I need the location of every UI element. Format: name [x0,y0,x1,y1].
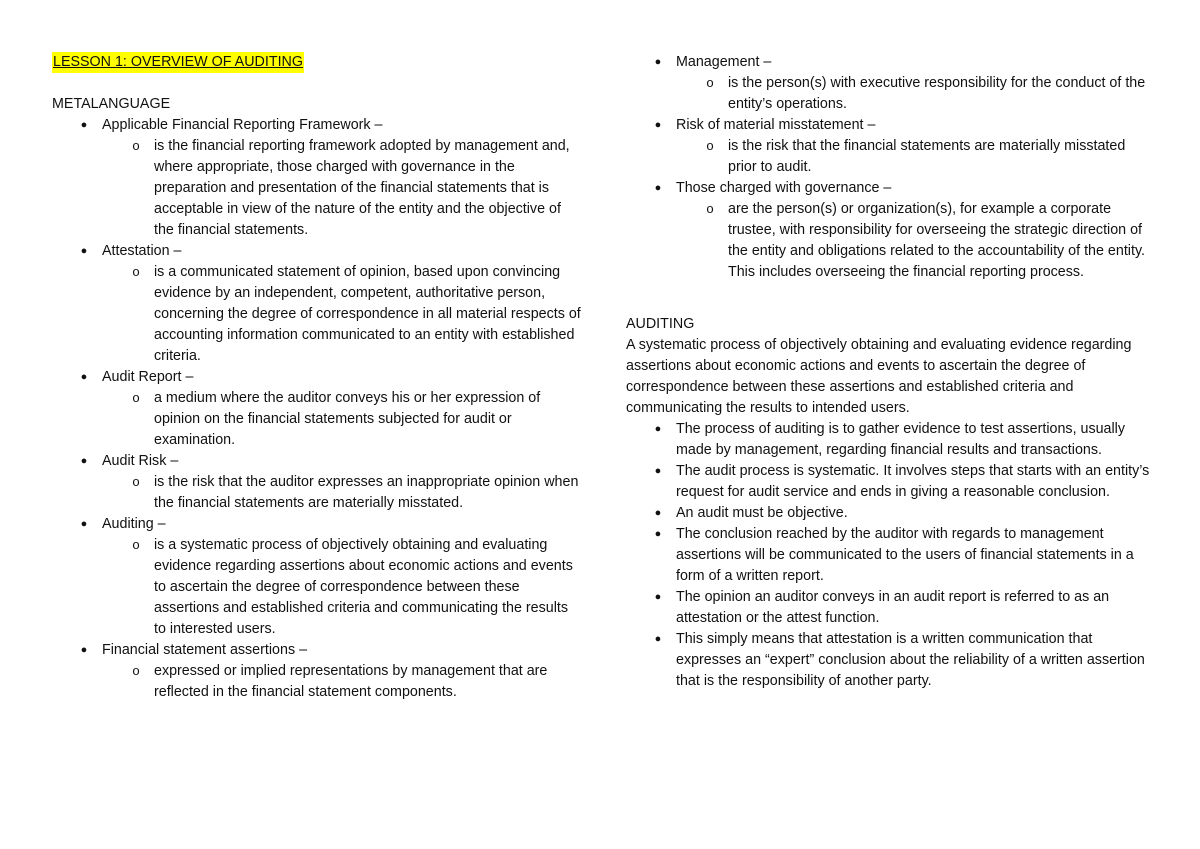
definition-text: is the risk that the financial statements are materially misstated prior to audit. [728,138,1126,175]
term-title: Audit Report – [102,369,194,385]
definition-item [102,136,582,241]
sub-bullet-icon: o [706,76,714,91]
definition-item [102,535,582,640]
sub-bullet-icon: o [132,391,140,406]
definition-item [102,661,582,703]
definition-item [102,472,582,514]
sub-bullet-icon: o [132,475,140,490]
definition-text: a medium where the auditor conveys his or her expression of opinion on the financial statements subjected for audit or examination. [154,390,541,448]
definition-list [102,136,582,241]
definition-list [676,199,1156,283]
definition-list [102,661,582,703]
right-column [626,52,1156,692]
auditing-point [626,629,1156,692]
auditing-points [626,419,1156,692]
auditing-heading: AUDITING [626,316,695,332]
term-item [52,241,582,367]
point-text: An audit must be objective. [676,505,848,521]
term-item [52,514,582,640]
term-item [626,115,1156,178]
bullet-icon: ● [654,633,662,645]
definition-item [676,136,1156,178]
sub-bullet-icon: o [132,538,140,553]
sub-bullet-icon: o [706,139,714,154]
lesson-title: LESSON 1: OVERVIEW OF AUDITING [52,52,304,73]
term-title: Management – [676,54,772,70]
bullet-icon: ● [80,644,88,656]
definition-text: is the financial reporting framework adopted by management and, where appropriate, those charged with governance in the preparation and presentation of the financial statements that is acceptable in view of the nature of the entity and the objective of the financial statements. [154,138,570,238]
metalanguage-heading: METALANGUAGE [52,96,171,112]
definition-list [676,73,1156,115]
definition-item [676,199,1156,283]
bullet-icon: ● [80,455,88,467]
auditing-point [626,587,1156,629]
point-text: The opinion an auditor conveys in an audit report is referred to as an attestation or the attest function. [676,589,1110,626]
auditing-point [626,503,1156,524]
bullet-icon: ● [654,591,662,603]
term-item [626,52,1156,115]
term-title: Audit Risk – [102,453,179,469]
definition-list [102,388,582,451]
point-text: The process of auditing is to gather evidence to test assertions, usually made by management, regarding financial results and transactions. [676,421,1126,458]
bullet-icon: ● [654,507,662,519]
term-title: Auditing – [102,516,166,532]
definition-list [102,262,582,367]
bullet-icon: ● [654,119,662,131]
definition-item [676,73,1156,115]
term-item [52,115,582,241]
sub-bullet-icon: o [132,139,140,154]
auditing-paragraph: A systematic process of objectively obtaining and evaluating evidence regarding assertions about economic actions and events to ascertain the degree of correspondence between these assertions and established criteria and communicating the results to intended users. [626,337,1132,416]
term-title: Risk of material misstatement – [676,117,876,133]
definition-item [102,388,582,451]
bullet-icon: ● [80,119,88,131]
auditing-point [626,461,1156,503]
definition-text: is a communicated statement of opinion, based upon convincing evidence by an independent, competent, authoritative person, concerning the degree of correspondence in all material respects of accounting information communicated to an entity with established criteria. [154,264,581,364]
left-column [52,52,582,703]
term-item [52,640,582,703]
bullet-icon: ● [654,528,662,540]
point-text: The audit process is systematic. It involves steps that starts with an entity’s request for audit service and ends in giving a reasonable conclusion. [676,463,1150,500]
section-spacer [626,283,1156,314]
term-list-left [52,115,582,703]
term-title: Attestation – [102,243,182,259]
bullet-icon: ● [80,371,88,383]
definition-list [676,136,1156,178]
definition-text: is the person(s) with executive responsibility for the conduct of the entity’s operations. [728,75,1146,112]
term-item [52,367,582,451]
sub-bullet-icon: o [132,265,140,280]
term-list-right [626,52,1156,283]
point-text: The conclusion reached by the auditor with regards to management assertions will be communicated to the users of financial statements in a form of a written report. [676,526,1134,584]
auditing-point [626,419,1156,461]
term-item [52,451,582,514]
bullet-icon: ● [654,56,662,68]
definition-text: are the person(s) or organization(s), for example a corporate trustee, with responsibility for overseeing the strategic direction of the entity and obligations related to the accountability of the entity. This includes overseeing the financial reporting process. [728,201,1145,280]
definition-text: is a systematic process of objectively obtaining and evaluating evidence regarding assertions about economic actions and events to ascertain the degree of correspondence between these assertions and established criteria and communicating the results to interested users. [154,537,573,637]
point-text: This simply means that attestation is a written communication that expresses an “expert” conclusion about the reliability of a written assertion that is the responsibility of another party. [676,631,1145,689]
bullet-icon: ● [80,518,88,530]
auditing-point [626,524,1156,587]
term-title: Financial statement assertions – [102,642,308,658]
definition-item [102,262,582,367]
definition-list [102,535,582,640]
sub-bullet-icon: o [132,664,140,679]
bullet-icon: ● [654,182,662,194]
term-item [626,178,1156,283]
term-title: Those charged with governance – [676,180,892,196]
term-title: Applicable Financial Reporting Framework – [102,117,383,133]
sub-bullet-icon: o [706,202,714,217]
definition-text: is the risk that the auditor expresses an inappropriate opinion when the financial statements are materially misstated. [154,474,579,511]
bullet-icon: ● [80,245,88,257]
definition-list [102,472,582,514]
bullet-icon: ● [654,423,662,435]
definition-text: expressed or implied representations by management that are reflected in the financial statement components. [154,663,548,700]
bullet-icon: ● [654,465,662,477]
